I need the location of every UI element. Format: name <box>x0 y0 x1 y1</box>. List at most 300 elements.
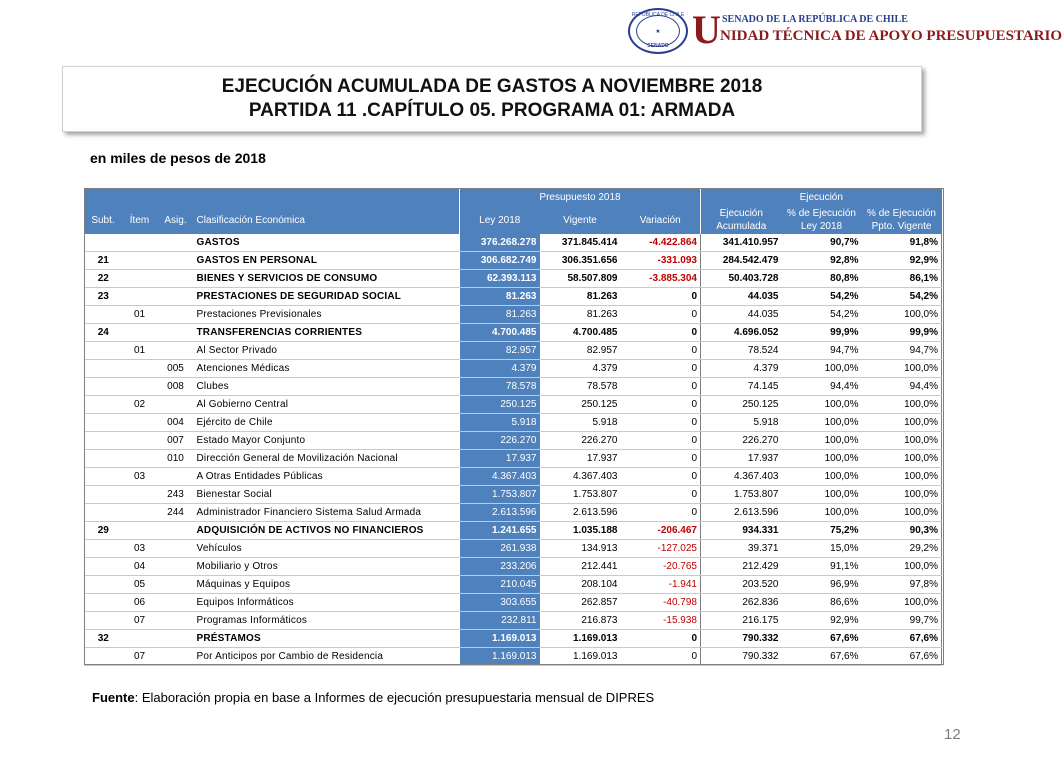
cell-asig: 008 <box>158 378 194 396</box>
col-pct-vig-line2: Ppto. Vigente <box>871 221 932 232</box>
cell-pct_ley: 67,6% <box>782 648 862 666</box>
cell-variacion: 0 <box>621 630 701 648</box>
cell-variacion: 0 <box>621 504 701 522</box>
cell-pct_ley: 96,9% <box>782 576 862 594</box>
cell-name: Equipos Informáticos <box>194 594 460 612</box>
cell-vigente: 58.507.809 <box>540 270 621 288</box>
table-row <box>85 252 942 270</box>
cell-item <box>122 234 158 252</box>
cell-subt: 32 <box>85 630 122 648</box>
cell-name: Por Anticipos por Cambio de Residencia <box>194 648 460 666</box>
cell-asig: 007 <box>158 432 194 450</box>
cell-variacion: 0 <box>621 324 701 342</box>
cell-name: ADQUISICIÓN DE ACTIVOS NO FINANCIEROS <box>194 522 460 540</box>
page-number: 12 <box>944 726 961 743</box>
cell-subt <box>85 576 122 594</box>
cell-asig <box>158 558 194 576</box>
seal-emblem-icon: ★ <box>636 15 680 47</box>
cell-pct_vig: 90,3% <box>862 522 942 540</box>
cell-ley: 1.753.807 <box>460 486 540 504</box>
cell-name: Ejército de Chile <box>194 414 460 432</box>
table-row <box>85 342 942 360</box>
col-pct-vigente <box>862 206 942 234</box>
cell-ley: 82.957 <box>460 342 540 360</box>
cell-pct_ley: 100,0% <box>782 504 862 522</box>
cell-subt: 23 <box>85 288 122 306</box>
cell-pct_vig: 94,4% <box>862 378 942 396</box>
cell-name: Clubes <box>194 378 460 396</box>
cell-vigente: 81.263 <box>540 306 621 324</box>
cell-variacion: 0 <box>621 396 701 414</box>
table-row <box>85 612 942 630</box>
source-label: Fuente <box>92 690 135 705</box>
cell-vigente: 17.937 <box>540 450 621 468</box>
cell-name: Al Sector Privado <box>194 342 460 360</box>
cell-ejec: 341.410.957 <box>701 234 782 252</box>
cell-asig <box>158 270 194 288</box>
cell-asig <box>158 576 194 594</box>
seal-bottom-text: SENADO <box>647 43 669 49</box>
cell-pct_vig: 100,0% <box>862 396 942 414</box>
cell-ejec: 226.270 <box>701 432 782 450</box>
cell-subt <box>85 360 122 378</box>
cell-item: 07 <box>122 612 158 630</box>
table-row <box>85 450 942 468</box>
cell-subt <box>85 234 122 252</box>
cell-asig <box>158 630 194 648</box>
cell-vigente: 226.270 <box>540 432 621 450</box>
table-row <box>85 288 942 306</box>
cell-pct_vig: 100,0% <box>862 414 942 432</box>
cell-ejec: 39.371 <box>701 540 782 558</box>
cell-name: Atenciones Médicas <box>194 360 460 378</box>
cell-name: Bienestar Social <box>194 486 460 504</box>
cell-pct_vig: 100,0% <box>862 486 942 504</box>
table-row <box>85 648 942 666</box>
cell-asig <box>158 648 194 666</box>
cell-ejec: 262.836 <box>701 594 782 612</box>
cell-variacion: -20.765 <box>621 558 701 576</box>
cell-asig: 004 <box>158 414 194 432</box>
table-row <box>85 504 942 522</box>
table-group-header-row <box>85 188 942 206</box>
cell-ley: 17.937 <box>460 450 540 468</box>
logo-letter: U <box>692 7 721 52</box>
cell-ley: 232.811 <box>460 612 540 630</box>
cell-item: 03 <box>122 468 158 486</box>
cell-variacion: -127.025 <box>621 540 701 558</box>
cell-pct_ley: 94,4% <box>782 378 862 396</box>
cell-ejec: 1.753.807 <box>701 486 782 504</box>
cell-variacion: -331.093 <box>621 252 701 270</box>
cell-ejec: 790.332 <box>701 630 782 648</box>
cell-ejec: 74.145 <box>701 378 782 396</box>
table-row <box>85 468 942 486</box>
cell-pct_ley: 100,0% <box>782 486 862 504</box>
source-footnote <box>92 690 654 705</box>
col-ejecucion-line2: Acumulada <box>716 221 767 232</box>
cell-vigente: 1.753.807 <box>540 486 621 504</box>
cell-variacion: -1.941 <box>621 576 701 594</box>
cell-pct_ley: 67,6% <box>782 630 862 648</box>
cell-variacion: -4.422.864 <box>621 234 701 252</box>
cell-subt <box>85 558 122 576</box>
cell-vigente: 4.700.485 <box>540 324 621 342</box>
cell-subt <box>85 648 122 666</box>
table-row <box>85 396 942 414</box>
cell-asig <box>158 288 194 306</box>
table-row <box>85 306 942 324</box>
cell-pct_ley: 86,6% <box>782 594 862 612</box>
col-vigente: Vigente <box>540 206 621 234</box>
cell-subt <box>85 378 122 396</box>
cell-ejec: 17.937 <box>701 450 782 468</box>
cell-pct_vig: 100,0% <box>862 558 942 576</box>
cell-pct_vig: 100,0% <box>862 468 942 486</box>
cell-subt: 21 <box>85 252 122 270</box>
table-row <box>85 522 942 540</box>
cell-subt <box>85 468 122 486</box>
title-box <box>62 66 922 132</box>
cell-pct_ley: 80,8% <box>782 270 862 288</box>
cell-subt <box>85 504 122 522</box>
cell-name: Programas Informáticos <box>194 612 460 630</box>
cell-variacion: -3.885.304 <box>621 270 701 288</box>
table-row <box>85 360 942 378</box>
col-ley: Ley 2018 <box>460 206 540 234</box>
cell-subt <box>85 486 122 504</box>
cell-vigente: 1.169.013 <box>540 648 621 666</box>
source-text: : Elaboración propia en base a Informes de ejecución presupuestaria mensual de DIPRES <box>134 690 655 705</box>
cell-pct_vig: 91,8% <box>862 234 942 252</box>
cell-item <box>122 270 158 288</box>
col-subt: Subt. <box>85 206 122 234</box>
cell-name: BIENES Y SERVICIOS DE CONSUMO <box>194 270 460 288</box>
cell-ejec: 4.367.403 <box>701 468 782 486</box>
cell-pct_vig: 97,8% <box>862 576 942 594</box>
cell-vigente: 212.441 <box>540 558 621 576</box>
cell-pct_vig: 86,1% <box>862 270 942 288</box>
table-row <box>85 576 942 594</box>
cell-pct_vig: 100,0% <box>862 594 942 612</box>
cell-pct_ley: 100,0% <box>782 450 862 468</box>
cell-subt: 22 <box>85 270 122 288</box>
cell-vigente: 208.104 <box>540 576 621 594</box>
cell-variacion: 0 <box>621 378 701 396</box>
cell-pct_vig: 54,2% <box>862 288 942 306</box>
cell-asig <box>158 306 194 324</box>
cell-pct_ley: 100,0% <box>782 396 862 414</box>
table-row <box>85 630 942 648</box>
cell-pct_vig: 100,0% <box>862 504 942 522</box>
cell-ley: 62.393.113 <box>460 270 540 288</box>
table-row <box>85 270 942 288</box>
cell-vigente: 134.913 <box>540 540 621 558</box>
cell-subt <box>85 396 122 414</box>
senate-seal-icon <box>628 8 688 54</box>
cell-name: Dirección General de Movilización Nacional <box>194 450 460 468</box>
cell-subt <box>85 612 122 630</box>
cell-pct_vig: 99,7% <box>862 612 942 630</box>
cell-pct_ley: 90,7% <box>782 234 862 252</box>
cell-vigente: 4.379 <box>540 360 621 378</box>
cell-asig <box>158 468 194 486</box>
cell-name: GASTOS <box>194 234 460 252</box>
cell-pct_ley: 94,7% <box>782 342 862 360</box>
cell-item <box>122 450 158 468</box>
cell-pct_ley: 54,2% <box>782 306 862 324</box>
cell-name: Mobiliario y Otros <box>194 558 460 576</box>
cell-ejec: 50.403.728 <box>701 270 782 288</box>
cell-vigente: 1.169.013 <box>540 630 621 648</box>
cell-name: Vehículos <box>194 540 460 558</box>
cell-item <box>122 360 158 378</box>
cell-asig: 005 <box>158 360 194 378</box>
cell-asig <box>158 612 194 630</box>
cell-variacion: -206.467 <box>621 522 701 540</box>
cell-subt <box>85 540 122 558</box>
cell-pct_ley: 75,2% <box>782 522 862 540</box>
col-pct-ley-line2: Ley 2018 <box>800 221 843 232</box>
table-row <box>85 432 942 450</box>
cell-pct_ley: 92,9% <box>782 612 862 630</box>
cell-ley: 2.613.596 <box>460 504 540 522</box>
cell-asig <box>158 522 194 540</box>
col-item: Ítem <box>122 206 158 234</box>
cell-vigente: 78.578 <box>540 378 621 396</box>
cell-subt <box>85 342 122 360</box>
cell-subt <box>85 450 122 468</box>
cell-item <box>122 252 158 270</box>
cell-ejec: 250.125 <box>701 396 782 414</box>
cell-pct_ley: 92,8% <box>782 252 862 270</box>
cell-asig <box>158 324 194 342</box>
seal-top-text: REPÚBLICA DE CHILE <box>631 12 685 18</box>
cell-vigente: 250.125 <box>540 396 621 414</box>
cell-ejec: 78.524 <box>701 342 782 360</box>
org-name-line2: NIDAD TÉCNICA DE APOYO PRESUPUESTARIO <box>720 28 1062 44</box>
group-presupuesto: Presupuesto 2018 <box>460 188 701 206</box>
cell-item <box>122 324 158 342</box>
cell-item <box>122 414 158 432</box>
cell-subt <box>85 432 122 450</box>
col-pct-ley-line1: % de Ejecución <box>787 208 856 219</box>
cell-subt <box>85 306 122 324</box>
cell-ley: 1.241.655 <box>460 522 540 540</box>
cell-ley: 5.918 <box>460 414 540 432</box>
cell-pct_vig: 99,9% <box>862 324 942 342</box>
cell-pct_ley: 100,0% <box>782 360 862 378</box>
cell-ejec: 4.379 <box>701 360 782 378</box>
table-row <box>85 378 942 396</box>
cell-vigente: 216.873 <box>540 612 621 630</box>
cell-vigente: 2.613.596 <box>540 504 621 522</box>
cell-pct_vig: 67,6% <box>862 648 942 666</box>
cell-vigente: 306.351.656 <box>540 252 621 270</box>
cell-subt: 29 <box>85 522 122 540</box>
cell-subt <box>85 414 122 432</box>
cell-ley: 250.125 <box>460 396 540 414</box>
cell-asig <box>158 234 194 252</box>
cell-ley: 210.045 <box>460 576 540 594</box>
cell-name: PRESTACIONES DE SEGURIDAD SOCIAL <box>194 288 460 306</box>
cell-item: 02 <box>122 396 158 414</box>
cell-variacion: -15.938 <box>621 612 701 630</box>
cell-variacion: 0 <box>621 306 701 324</box>
table-row <box>85 324 942 342</box>
cell-vigente: 5.918 <box>540 414 621 432</box>
cell-ejec: 284.542.479 <box>701 252 782 270</box>
cell-ejec: 790.332 <box>701 648 782 666</box>
cell-item: 01 <box>122 306 158 324</box>
cell-pct_ley: 100,0% <box>782 468 862 486</box>
col-pct-ley <box>782 206 862 234</box>
cell-name: GASTOS EN PERSONAL <box>194 252 460 270</box>
col-pct-vig-line1: % de Ejecución <box>867 208 936 219</box>
cell-item <box>122 288 158 306</box>
cell-vigente: 81.263 <box>540 288 621 306</box>
cell-ejec: 5.918 <box>701 414 782 432</box>
cell-item <box>122 522 158 540</box>
cell-ley: 1.169.013 <box>460 630 540 648</box>
cell-name: TRANSFERENCIAS CORRIENTES <box>194 324 460 342</box>
col-clasificacion: Clasificación Económica <box>194 206 460 234</box>
cell-ley: 303.655 <box>460 594 540 612</box>
cell-variacion: 0 <box>621 342 701 360</box>
cell-ley: 78.578 <box>460 378 540 396</box>
cell-vigente: 82.957 <box>540 342 621 360</box>
cell-item <box>122 486 158 504</box>
cell-ejec: 44.035 <box>701 288 782 306</box>
cell-name: PRÉSTAMOS <box>194 630 460 648</box>
cell-pct_vig: 100,0% <box>862 432 942 450</box>
cell-ejec: 203.520 <box>701 576 782 594</box>
cell-pct_vig: 100,0% <box>862 450 942 468</box>
table-row <box>85 558 942 576</box>
cell-variacion: 0 <box>621 468 701 486</box>
cell-ley: 4.367.403 <box>460 468 540 486</box>
cell-name: Al Gobierno Central <box>194 396 460 414</box>
cell-name: Estado Mayor Conjunto <box>194 432 460 450</box>
cell-name: Máquinas y Equipos <box>194 576 460 594</box>
table-body <box>85 234 942 666</box>
cell-item: 07 <box>122 648 158 666</box>
cell-variacion: 0 <box>621 648 701 666</box>
table-row <box>85 594 942 612</box>
cell-item: 05 <box>122 576 158 594</box>
cell-variacion: 0 <box>621 414 701 432</box>
cell-asig: 010 <box>158 450 194 468</box>
cell-asig: 244 <box>158 504 194 522</box>
cell-vigente: 371.845.414 <box>540 234 621 252</box>
cell-pct_ley: 91,1% <box>782 558 862 576</box>
cell-asig <box>158 342 194 360</box>
cell-name: Administrador Financiero Sistema Salud Armada <box>194 504 460 522</box>
cell-variacion: 0 <box>621 450 701 468</box>
col-ejecucion-line1: Ejecución <box>719 208 763 219</box>
cell-pct_vig: 100,0% <box>862 360 942 378</box>
cell-variacion: -40.798 <box>621 594 701 612</box>
cell-ley: 376.268.278 <box>460 234 540 252</box>
cell-pct_ley: 15,0% <box>782 540 862 558</box>
cell-ley: 261.938 <box>460 540 540 558</box>
cell-item <box>122 432 158 450</box>
cell-vigente: 262.857 <box>540 594 621 612</box>
cell-pct_vig: 100,0% <box>862 306 942 324</box>
cell-ejec: 216.175 <box>701 612 782 630</box>
cell-variacion: 0 <box>621 288 701 306</box>
cell-ejec: 934.331 <box>701 522 782 540</box>
cell-item <box>122 504 158 522</box>
title-line1: EJECUCIÓN ACUMULADA DE GASTOS A NOVIEMBRE 2018 <box>221 76 763 97</box>
cell-ley: 81.263 <box>460 306 540 324</box>
cell-asig <box>158 252 194 270</box>
cell-ley: 81.263 <box>460 288 540 306</box>
cell-item: 06 <box>122 594 158 612</box>
cell-ley: 226.270 <box>460 432 540 450</box>
title-line2: PARTIDA 11 .CAPÍTULO 05. PROGRAMA 01: ARMADA <box>248 100 736 121</box>
cell-ejec: 4.696.052 <box>701 324 782 342</box>
cell-ley: 4.700.485 <box>460 324 540 342</box>
cell-pct_ley: 100,0% <box>782 432 862 450</box>
cell-pct_vig: 29,2% <box>862 540 942 558</box>
cell-ley: 233.206 <box>460 558 540 576</box>
cell-ley: 4.379 <box>460 360 540 378</box>
budget-table <box>84 188 942 666</box>
table-row <box>85 234 942 252</box>
units-subtitle: en miles de pesos de 2018 <box>90 150 266 166</box>
col-asig: Asig. <box>158 206 194 234</box>
table-row <box>85 486 942 504</box>
cell-ejec: 212.429 <box>701 558 782 576</box>
cell-ejec: 44.035 <box>701 306 782 324</box>
col-variacion: Variación <box>621 206 701 234</box>
cell-pct_ley: 100,0% <box>782 414 862 432</box>
group-ejecucion: Ejecución <box>701 188 942 206</box>
cell-asig <box>158 540 194 558</box>
cell-asig <box>158 594 194 612</box>
cell-asig <box>158 396 194 414</box>
col-ejecucion <box>701 206 782 234</box>
cell-subt <box>85 594 122 612</box>
cell-asig: 243 <box>158 486 194 504</box>
cell-variacion: 0 <box>621 360 701 378</box>
cell-pct_vig: 94,7% <box>862 342 942 360</box>
cell-ejec: 2.613.596 <box>701 504 782 522</box>
table-row <box>85 540 942 558</box>
cell-item: 03 <box>122 540 158 558</box>
cell-ley: 1.169.013 <box>460 648 540 666</box>
cell-item <box>122 630 158 648</box>
cell-vigente: 1.035.188 <box>540 522 621 540</box>
cell-vigente: 4.367.403 <box>540 468 621 486</box>
table-row <box>85 414 942 432</box>
cell-name: Prestaciones Previsionales <box>194 306 460 324</box>
cell-item: 04 <box>122 558 158 576</box>
cell-variacion: 0 <box>621 432 701 450</box>
cell-pct_ley: 99,9% <box>782 324 862 342</box>
cell-pct_vig: 67,6% <box>862 630 942 648</box>
cell-ley: 306.682.749 <box>460 252 540 270</box>
cell-item: 01 <box>122 342 158 360</box>
cell-subt: 24 <box>85 324 122 342</box>
cell-name: A Otras Entidades Públicas <box>194 468 460 486</box>
cell-item <box>122 378 158 396</box>
cell-pct_vig: 92,9% <box>862 252 942 270</box>
table-column-header-row <box>85 206 942 234</box>
org-name-line1: SENADO DE LA REPÚBLICA DE CHILE <box>722 14 908 25</box>
cell-pct_ley: 54,2% <box>782 288 862 306</box>
